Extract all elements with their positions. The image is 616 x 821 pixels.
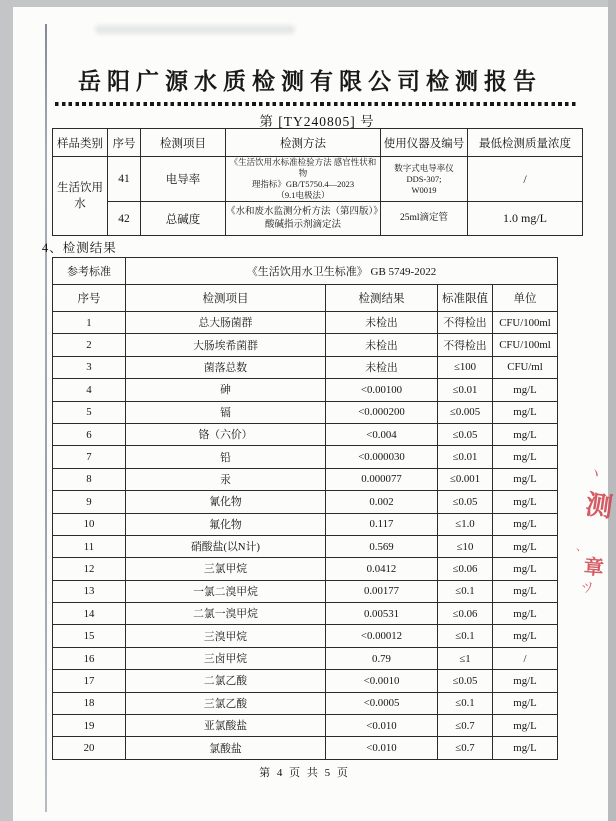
table-cell: 铅 [126,446,326,468]
reference-value-cell: 《生活饮用水卫生标准》 GB 5749-2022 [126,258,558,285]
table-cell: 0.79 [326,647,438,669]
table-cell: 6 [53,423,126,445]
method-cell [226,157,381,202]
method-line: 《水和废水监测分析方法（第四版）》 [226,206,383,217]
page-fold-line [45,24,47,812]
table-cell: 18 [53,692,126,714]
header-cell: 检测结果 [326,285,438,312]
table-cell: 10 [53,513,126,535]
table-cell: 不得检出 [438,312,493,334]
header-cell: 最低检测质量浓度 [468,129,583,157]
table-cell: <0.0010 [326,670,438,692]
table-cell: 亚氯酸盐 [126,715,326,737]
table-cell: ≤0.001 [438,468,493,490]
red-stamp-fragment: 测 [583,489,615,523]
section-heading: 4、检测结果 [42,241,117,255]
table-cell: ≤0.05 [438,491,493,513]
table-row [53,446,558,468]
table-cell: 0.0412 [326,558,438,580]
table-cell: 7 [53,446,126,468]
method-line: 《生活饮用水标准检验方法 感官性状和物 [229,157,377,179]
table-row [53,334,558,356]
table-cell: 三氯甲烷 [126,558,326,580]
table-cell: 0.117 [326,513,438,535]
instrument-cell [381,202,468,236]
table-cell: 14 [53,603,126,625]
instrument-line: W0019 [411,184,437,195]
table-cell: 9 [53,491,126,513]
table-cell: <0.010 [326,737,438,759]
table-cell: / [493,647,558,669]
table-cell: 0.000077 [326,468,438,490]
detection-limit-cell: 1.0 mg/L [468,202,583,236]
red-stamp-fragment: 章 [583,556,605,580]
table-cell: 汞 [126,468,326,490]
table-cell: 铬（六价） [126,423,326,445]
table-cell: mg/L [493,558,558,580]
table-cell: ≤0.7 [438,715,493,737]
table-cell: 氰化物 [126,491,326,513]
table-cell: 未检出 [326,334,438,356]
table-cell: 菌落总数 [126,356,326,378]
results-table [52,257,558,760]
table-row [53,401,558,423]
instrument-line: 25ml滴定管 [399,213,449,224]
table-cell: <0.00012 [326,625,438,647]
table-cell: 0.002 [326,491,438,513]
header-cell: 标准限值 [438,285,493,312]
table-cell: 总碱度 [141,202,226,236]
table-row [53,468,558,490]
table-cell: <0.010 [326,715,438,737]
table-cell: ≤0.01 [438,446,493,468]
scan-smudge [95,25,295,34]
method-line: 理指标》GB/T5750.4—2023 [251,179,355,190]
reference-standard-row [53,258,558,285]
table-cell: ≤1.0 [438,513,493,535]
table-cell: 12 [53,558,126,580]
red-stamp-fragment: ツ [579,578,596,597]
results-table-body [53,312,558,760]
instrument-cell [381,157,468,202]
table-cell: mg/L [493,670,558,692]
table-cell: 15 [53,625,126,647]
instrument-line: 数字式电导率仪 [394,162,454,173]
table-cell: 砷 [126,379,326,401]
table-cell: 4 [53,379,126,401]
table-row [53,692,558,714]
table-row [53,535,558,557]
table-cell: ≤0.01 [438,379,493,401]
table-cell: CFU/ml [493,356,558,378]
header-cell: 样品类别 [53,129,108,157]
table-cell: ≤0.1 [438,580,493,602]
table-cell: 17 [53,670,126,692]
table-row [53,379,558,401]
header-cell: 检测项目 [126,285,326,312]
table-cell: 总大肠菌群 [126,312,326,334]
table-cell: 大肠埃希菌群 [126,334,326,356]
table-row [53,647,558,669]
method-table-header-row [53,129,583,157]
header-cell: 使用仪器及编号 [381,129,468,157]
table-cell: 不得检出 [438,334,493,356]
header-cell: 检测项目 [141,129,226,157]
table-row [53,513,558,535]
table-cell: 16 [53,647,126,669]
sample-category-cell: 生活饮用水 [53,157,108,236]
report-number: 第 [TY240805] 号 [259,114,375,129]
table-cell: mg/L [493,692,558,714]
table-row [53,202,583,236]
table-cell: 二氯乙酸 [126,670,326,692]
table-cell: ≤0.05 [438,670,493,692]
table-cell: <0.00100 [326,379,438,401]
table-cell: ≤1 [438,647,493,669]
table-cell: ≤0.06 [438,603,493,625]
table-cell: 2 [53,334,126,356]
table-cell: 硝酸盐(以N计) [126,535,326,557]
table-cell: ≤10 [438,535,493,557]
table-cell: 0.00177 [326,580,438,602]
table-cell: 电导率 [141,157,226,202]
reference-label-cell: 参考标准 [53,258,126,285]
table-cell: ≤0.05 [438,423,493,445]
table-cell: mg/L [493,423,558,445]
table-cell: 氟化物 [126,513,326,535]
table-cell: ≤0.7 [438,737,493,759]
table-cell: 8 [53,468,126,490]
table-cell: <0.000200 [326,401,438,423]
table-cell: 3 [53,356,126,378]
header-cell: 单位 [493,285,558,312]
method-cell [226,202,381,236]
table-cell: CFU/100ml [493,334,558,356]
header-cell: 序号 [108,129,141,157]
table-cell: mg/L [493,401,558,423]
table-row [53,356,558,378]
table-cell: 20 [53,737,126,759]
table-row [53,558,558,580]
instrument-line: DDS-307; [406,173,442,184]
table-row [53,423,558,445]
table-cell: CFU/100ml [493,312,558,334]
table-cell: 19 [53,715,126,737]
table-cell: 三溴甲烷 [126,625,326,647]
table-cell: mg/L [493,535,558,557]
table-row [53,580,558,602]
header-cell: 序号 [53,285,126,312]
table-cell: 氯酸盐 [126,737,326,759]
table-cell: 二氯一溴甲烷 [126,603,326,625]
table-cell: mg/L [493,379,558,401]
table-row [53,157,583,202]
table-cell: mg/L [493,468,558,490]
table-cell: 41 [108,157,141,202]
red-stamp-fragment: 丶 [584,464,606,486]
table-cell: 未检出 [326,356,438,378]
table-cell: <0.0005 [326,692,438,714]
table-cell: 一氯二溴甲烷 [126,580,326,602]
table-row [53,670,558,692]
title-dotted-divider [55,102,578,106]
table-cell: ≤0.06 [438,558,493,580]
table-cell: mg/L [493,625,558,647]
red-stamp-fragment: 、 [576,541,587,553]
results-table-header-row [53,285,558,312]
table-cell: <0.004 [326,423,438,445]
table-cell: 0.00531 [326,603,438,625]
table-cell: 三卤甲烷 [126,647,326,669]
table-row [53,491,558,513]
method-line: 酸碱指示剂滴定法 [264,219,341,230]
table-cell: 未检出 [326,312,438,334]
detection-limit-cell: / [468,157,583,202]
table-cell: ≤0.1 [438,692,493,714]
table-cell: mg/L [493,737,558,759]
header-cell: 检测方法 [226,129,381,157]
table-cell: 0.569 [326,535,438,557]
table-cell: mg/L [493,491,558,513]
table-cell: 镉 [126,401,326,423]
table-cell: ≤0.005 [438,401,493,423]
table-cell: mg/L [493,446,558,468]
table-cell: mg/L [493,715,558,737]
method-table [52,128,583,236]
method-line: （9.1电极法） [276,190,330,201]
table-cell: 13 [53,580,126,602]
table-cell: <0.000030 [326,446,438,468]
table-row [53,737,558,759]
table-cell: mg/L [493,580,558,602]
table-cell: 42 [108,202,141,236]
table-cell: ≤0.1 [438,625,493,647]
table-cell: 5 [53,401,126,423]
table-cell: 1 [53,312,126,334]
table-cell: 三氯乙酸 [126,692,326,714]
table-row [53,625,558,647]
table-row [53,312,558,334]
table-cell: ≤100 [438,356,493,378]
page-title: 岳阳广源水质检测有限公司检测报告 [78,68,542,94]
table-cell: mg/L [493,603,558,625]
page-number-footer: 第 4 页 共 5 页 [259,767,350,779]
table-row [53,603,558,625]
table-cell: mg/L [493,513,558,535]
table-row [53,715,558,737]
table-cell: 11 [53,535,126,557]
